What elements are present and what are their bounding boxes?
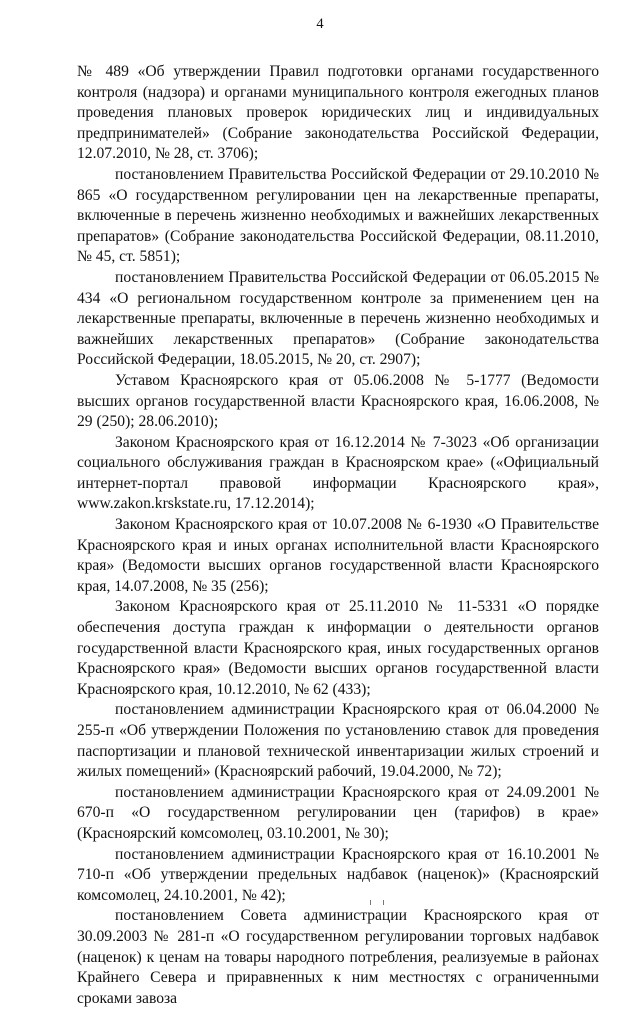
paragraph: постановлением Правительства Российской Федерации от 06.05.2015 № 434 «О региональном государственном контроле за применением цен на лекарственные препараты, включенные в перечень жизненно необходимых и важнейших лекарственных препаратов» (Собрание законодательства Российской Федерации, 18.05.2015, № 20, ст. 2907); xyxy=(77,268,599,369)
scan-artifact xyxy=(383,900,384,905)
paragraph: постановлением Правительства Российской Федерации от 29.10.2010 № 865 «О государственном регулировании цен на лекарственные препараты, включенные в перечень жизненно необходимых и важнейших лекарственных препаратов» (Собрание законодательства Российской Федерации, 08.11.2010, № 45, ст. 5851); xyxy=(77,165,599,266)
paragraph: Законом Красноярского края от 16.12.2014 № 7-3023 «Об организации социального обслуживания граждан в Красноярском крае» («Официальный интернет-портал правовой информации Красноярского края», www.zakon.krskstate.ru, 17.12.2014); xyxy=(77,433,599,513)
page-number: 4 xyxy=(316,16,324,32)
paragraph: Уставом Красноярского края от 05.06.2008 № 5-1777 (Ведомости высших органов государственной власти Красноярского края, 16.06.2008, № 29 (250); 28.06.2010); xyxy=(77,371,599,431)
paragraph-continuation: № 489 «Об утверждении Правил подготовки органами государственного контроля (надзора) и органами муниципального контроля ежегодных планов проведения плановых проверок юридических лиц и индивидуальных предпринимателей» (Собрание законодательства Российской Федерации, 12.07.2010, № 28, ст. 3706); xyxy=(77,63,599,163)
paragraph: постановлением администрации Красноярского края от 24.09.2001 № 670-п «О государственном регулировании цен (тарифов) в крае» (Красноярский комсомолец, 03.10.2001, № 30); xyxy=(77,783,599,842)
paragraph: Законом Красноярского края от 25.11.2010 № 11-5331 «О порядке обеспечения доступа граждан к информации о деятельности органов государственной власти Красноярского края, иных государственных органов Красноярского края» (Ведомости высших органов государственной власти Красноярского края, 10.12.2010, № 62 (433); xyxy=(77,598,599,698)
paragraph: постановлением администрации Красноярского края от 16.10.2001 № 710-п «Об утверждении предельных надбавок (наценок)» (Красноярский комсомолец, 24.10.2001, № 42); xyxy=(77,845,599,904)
scan-artifact xyxy=(370,900,371,905)
paragraph: постановлением Совета администрации Красноярского края от 30.09.2003 № 281-п «О государственном регулировании торговых надбавок (наценок) к ценам на товары народного потребления, реализуемые в районах Крайнего Севера и приравненных к ним местностях с ограниченными сроками завоза xyxy=(77,907,599,1007)
paragraph: постановлением администрации Красноярского края от 06.04.2000 № 255-п «Об утверждении Положения по установлению ставок для проведения паспортизации и плановой технической инвентаризации жилых строений и жилых помещений» (Красноярский рабочий, 19.04.2000, № 72); xyxy=(77,701,599,781)
document-body xyxy=(77,62,599,1009)
paragraph: Законом Красноярского края от 10.07.2008 № 6-1930 «О Правительстве Красноярского края и иных органах исполнительной власти Красноярского края» (Ведомости высших органов государственной власти Красноярского края, 14.07.2008, № 35 (256); xyxy=(77,516,599,595)
